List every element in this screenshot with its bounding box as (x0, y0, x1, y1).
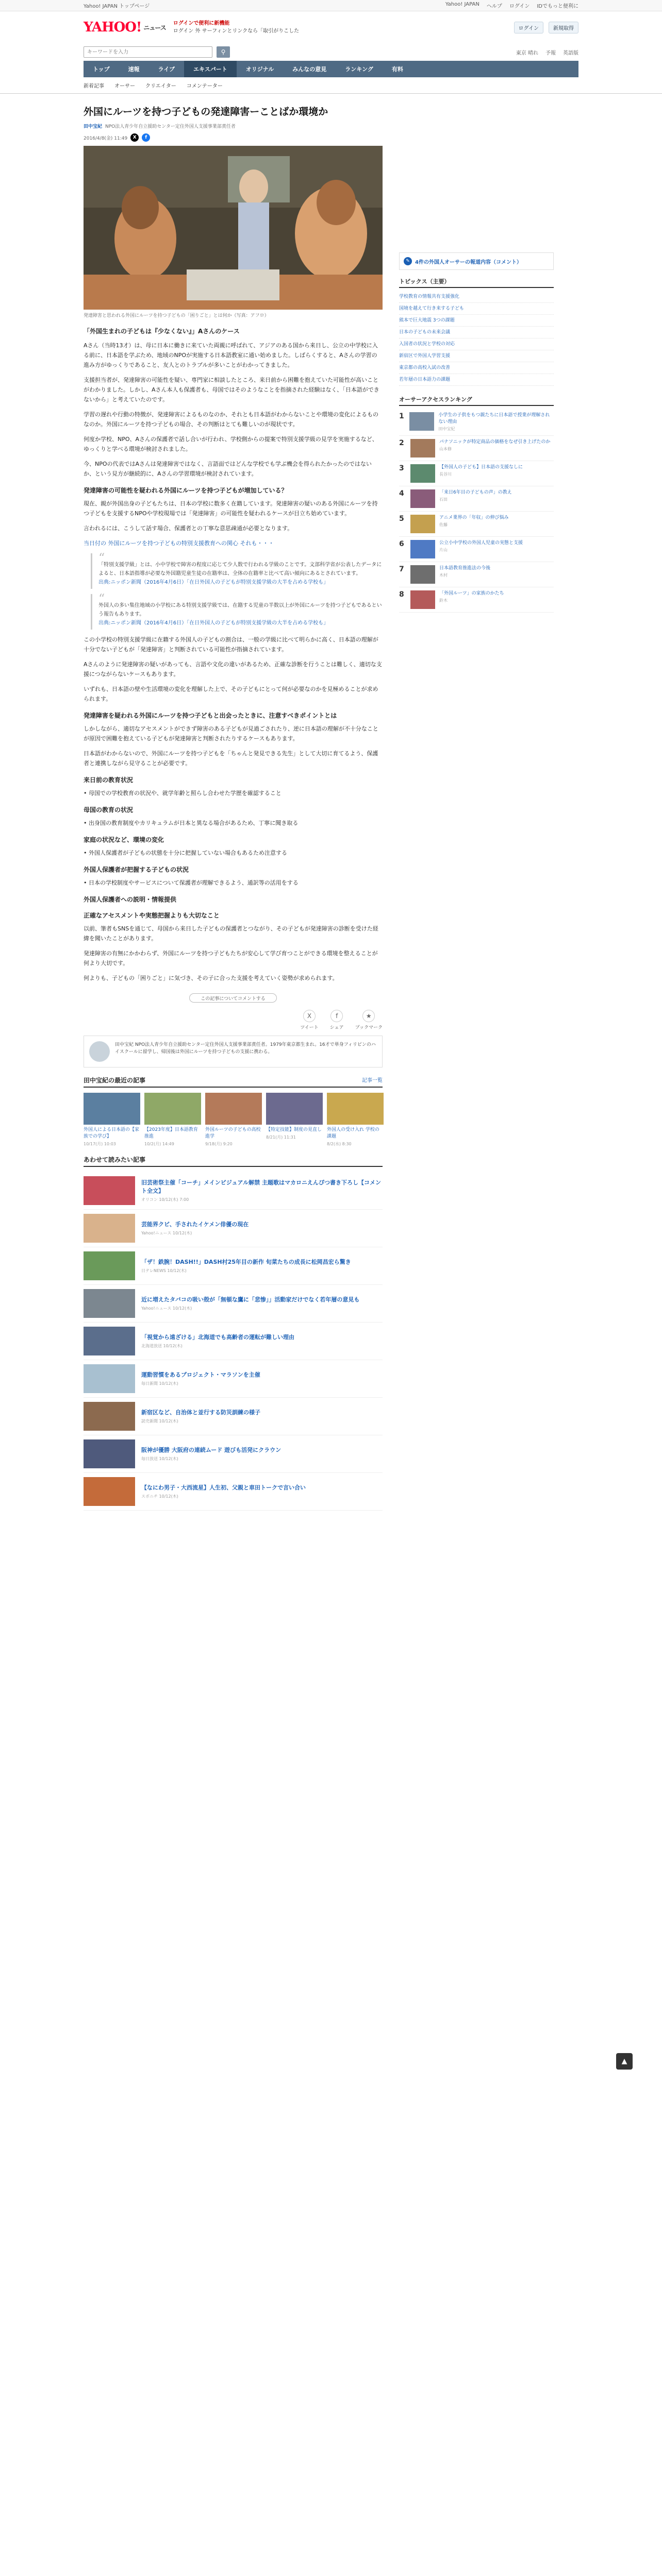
search-row (0, 43, 662, 61)
card-thumb (144, 1093, 201, 1125)
x-share-icon[interactable]: X (130, 133, 139, 142)
site-header (0, 11, 662, 43)
bullet-item: • 出身国の教育制度やカリキュラムが日本と異なる場合があるため、丁寧に聞き取る (84, 820, 299, 826)
article-paragraph: 発達障害の有無にかかわらず、外国にルーツを持つ子どもたちが安心して学び育つことができる環境を整えることが何より大切です。 (84, 950, 378, 967)
card-thumb (266, 1093, 323, 1125)
related-item[interactable]: 芸能界クビ、手されたイケメン俳優の現在 Yahoo!ニュース 10/12(木) (84, 1210, 383, 1247)
bookmark-button[interactable]: ★ ブックマーク (355, 1010, 383, 1030)
subnav-item[interactable]: クリエイター (145, 83, 176, 89)
article-paragraph: 言われるには、こうして話す場合、保護者との丁寧な意思疎通が必要となります。 (84, 525, 293, 532)
article-paragraph: 以前、筆者もSNSを通じて、母国から来日した子どもの保護者とつながり、その子どもが発達障害の診断を受けた経緯を聞いたことがあります。 (84, 925, 378, 942)
bookmark-icon: ★ (362, 1010, 375, 1022)
ranking-item[interactable]: 5 アニメ業界の「年収」の伸び悩み 佐藤 (399, 512, 554, 537)
nav-tab[interactable]: みんなの意見 (292, 66, 327, 73)
header-promo[interactable]: ログインで便利に新機能 ログイン 外 サーフィンとリンクなら「取引がりこした (173, 21, 300, 34)
related-item[interactable]: 「視覚から遠ざける」北海道でも高齢者の運転が難しい理由 北海道放送 10/12(木) (84, 1323, 383, 1360)
bullet-item: • 外国人保護者が子どもの状態を十分に把握していない場合もあるため注意する (84, 850, 287, 856)
related-item[interactable]: 【なにわ男子・大西流星】人生初、父親と車田トークで言い合い スポニチ 10/12(木) (84, 1473, 383, 1511)
article-date: 2016/4/8(金) 11:49 (84, 135, 128, 141)
related-item[interactable]: 近に増えたタバコの吸い殻が「無頓な鷹に「悲惨」」活動家だけでなく若年層の意見も Yahoo!ニュース 10/12(木) (84, 1285, 383, 1323)
signup-button[interactable]: 新規取得 (549, 22, 578, 33)
quote-mark-icon: “ (98, 551, 105, 565)
blockquote (91, 553, 383, 589)
section-heading: 正確なアセスメントや実態把握よりも大切なこと (84, 912, 220, 919)
subnav-item[interactable]: コメンテーター (186, 83, 223, 89)
related-item[interactable]: 新宿区など、自治体と並行する防災訓練の様子 読売新聞 10/12(木) (84, 1398, 383, 1435)
related-thumb (84, 1439, 135, 1468)
related-thumb (84, 1176, 135, 1205)
article-paragraph: 何よりも、子どもの「困りごと」に気づき、その子に合った支援を考えていく姿勢が求められます。 (84, 975, 338, 981)
article-paragraph: 学習の遅れや行動の特徴が、発達障害によるものなのか、それとも日本語がわからないことや環境の変化によるものなのか。外国にルーツを持つ子どもの場合、その判断はとても難しいのが現状です。 (84, 411, 378, 428)
forecast-link[interactable]: 予報 (545, 50, 556, 56)
article-paragraph: 現在、親が外国出身の子どもたちは、日本の学校に数多く在籍しています。発達障害の疑いのある外国にルーツを持つ子どもを支援するNPOや学校現場では「発達障害」の可能性を疑われるケースが目立ち始めています。 (84, 500, 378, 517)
quote-source-link[interactable]: 出典:ニッポン新聞（2016年4月6日）「在日外国人の子どもが特別支援学級の大半を占める学校も」 (98, 620, 329, 626)
topic-item[interactable]: 東京都の高校入試の改善 (399, 362, 554, 374)
recent-card[interactable]: 【特定技能】制度の見直し 8/21(月) 11:31 (266, 1093, 323, 1147)
recent-card[interactable]: 外国人の受け入れ 学校の課題 8/2(水) 8:30 (327, 1093, 384, 1147)
card-thumb (327, 1093, 384, 1125)
article-paragraph: Aさんのように発達障害の疑いがあっても、言語や文化の違いがあるため、正確な診断を行うことは難しく、適切な支援につながらないケースもあります。 (84, 661, 382, 677)
quote-text: 外国人の多い集住地域の小学校にある特別支援学級では、在籍する児童の半数以上が外国にルーツを持つ子どもであるという報告もあります。 (98, 603, 382, 617)
topic-item[interactable]: 日本の子どもの未来会議 (399, 327, 554, 338)
related-thumb (84, 1364, 135, 1393)
topbar-link[interactable]: ログイン (509, 4, 530, 9)
topic-item[interactable]: 新宿区で外国人学習支援 (399, 350, 554, 362)
x-icon: X (303, 1010, 316, 1022)
article-lead: 「外国生まれの子どもは『少なくない』」Aさんのケース (84, 328, 240, 335)
yahoo-news-logo[interactable]: YAHOO! ニュース (84, 20, 166, 35)
ranking-list (399, 409, 554, 613)
top-utility-bar (0, 0, 662, 11)
sub-heading: 外国人保護者が把握する子どもの状況 (84, 866, 189, 873)
related-thumb (84, 1402, 135, 1431)
article-paragraph: この小学校の特別支援学級に在籍する外国人の子どもの割合は、一般の学級に比べて明らかに高く、日本語の理解が十分でない子どもが「発達障害」と判断されている可能性が指摘されています。 (84, 636, 378, 653)
share-bar (84, 1010, 383, 1030)
recent-card[interactable]: 【2023年度】日本語教育推進 10/2(月) 14:49 (144, 1093, 201, 1147)
topic-item[interactable]: 学校教育の情報共有支援強化 (399, 291, 554, 303)
search-input[interactable] (84, 46, 212, 58)
quote-text: 「特別支援学級」とは、小中学校で障害の程度に応じて少人数で行われる学級のことです。文部科学省が公表したデータによると、日本語指導が必要な外国籍児童生徒の在籍率は、全体の在籍率と比べて高い傾向にあるとされています。 (98, 562, 382, 577)
search-icon: ⚲ (221, 48, 226, 56)
ranking-item[interactable]: 8 「外国ルーツ」の家族のかたち 鈴木 (399, 587, 554, 613)
nav-tab[interactable]: オリジナル (245, 66, 274, 73)
recent-card[interactable]: 外国ルーツの子どもの高校進学 9/18(月) 9:20 (205, 1093, 262, 1147)
sub-nav (0, 77, 662, 94)
topic-item[interactable]: 国境を越えて行き来する子ども (399, 303, 554, 315)
topic-item[interactable]: 熊本で巨大地震 3つの課題 (399, 315, 554, 327)
article-paragraph: 何度か学校、NPO、Aさんの保護者で話し合いが行われ、学校側からの提案で特別支援学級の見学を実施するなど、ゆっくりと学べる環境が検討されました。 (84, 436, 378, 452)
topbar-link[interactable]: Yahoo! JAPAN (445, 2, 479, 7)
topbar-link[interactable]: ヘルプ (486, 4, 502, 9)
article-paragraph: 今、NPOの代表ではAさんは発達障害ではなく、言語面ではどんな学校でも学ぶ機会を得られたかったのではないか、という見方が継続的に、Aさんの学習環境が検討されています。 (84, 461, 372, 477)
related-thumb (84, 1251, 135, 1280)
page-top-button[interactable]: ▲ (616, 2053, 633, 2070)
topic-item[interactable]: 若年層の日本語力の課題 (399, 374, 554, 386)
card-thumb (205, 1093, 262, 1125)
related-thumb (84, 1477, 135, 1506)
nav-tab[interactable]: 有料 (391, 66, 403, 73)
topics-header: トピックス（主要） (399, 277, 554, 288)
search-button[interactable] (217, 46, 230, 58)
classroom-photo (84, 146, 383, 310)
nav-tab[interactable]: ライブ (158, 66, 175, 73)
related-item[interactable]: 運動習慣をあるプロジェクト・マラソンを主催 毎日新聞 10/12(木) (84, 1360, 383, 1398)
article-paragraph: いずれも、日本語の壁や生活環境の変化を理解した上で、その子どもにとって何が必要なのかを見極めることが求められます。 (84, 686, 378, 702)
english-link[interactable]: 英語版 (563, 50, 578, 56)
facebook-icon: f (330, 1010, 343, 1022)
topic-item[interactable]: 入国者の状況と学校の対応 (399, 338, 554, 350)
article-title: 外国にルーツを持つ子どもの発達障害ーことばか環境か (84, 106, 328, 117)
author-avatar[interactable] (89, 1041, 110, 1062)
article-main (84, 103, 383, 1511)
subnav-item[interactable]: オーサー (114, 83, 135, 89)
tweet-button[interactable]: X ツイート (300, 1010, 319, 1030)
article-paragraph: 日本語がわからないので、外国にルーツを持つ子どもを「ちゃんと発見できる先生」として大切に育てるよう、保護者と連携しながら見守ることが必要です。 (84, 750, 378, 767)
related-thumb (84, 1214, 135, 1243)
subnav-item[interactable]: 新着記事 (84, 83, 104, 89)
comment-button[interactable]: この記事についてコメントする (189, 993, 277, 1003)
inline-link[interactable]: 当日付の 外国にルーツを持つ子どもの特別支援教育への関心 それも・・・ (84, 540, 274, 547)
ranking-item[interactable]: 3 【外国人の子ども】日本語の支援なしに 長谷川 (399, 461, 554, 486)
topbar-link[interactable]: IDでもっと便利に (537, 4, 578, 9)
section-heading: 発達障害の可能性を疑われる外国にルーツを持つ子どもが増加している？ (84, 487, 288, 494)
related-thumb (84, 1289, 135, 1318)
author-name[interactable]: 田中宝紀 (84, 124, 103, 129)
nav-tab-active[interactable]: エキスパート (184, 61, 237, 77)
ranking-item[interactable]: 7 日本語教育推進法の今後 木村 (399, 562, 554, 587)
comment-icon: ✎ (404, 257, 412, 265)
author-role: NPO法人青少年自立援助センター定住外国人支援事業部責任者 (105, 124, 236, 129)
expert-comment-box[interactable]: ✎ 4件の外国人オーサーの報道内容（コメント） (399, 252, 554, 270)
ranking-item[interactable]: 4 「来日6年目の子どもの声」の教え 石田 (399, 486, 554, 512)
related-item[interactable]: 旧芸術祭主催「コーチ」メインビジュアル解禁 主題歌はマカロニえんぴつ書き下ろし【コメント全文】 オリコン 10/12(木) 7:00 (84, 1172, 383, 1210)
topbar-home-link[interactable]: Yahoo! JAPAN トップページ (84, 4, 150, 9)
related-header: あわせて読みたい記事 (84, 1155, 383, 1167)
recent-more-link[interactable]: 記事一覧 (362, 1078, 383, 1083)
bullet-item: • 日本の学校制度やサービスについて保護者が理解できるよう、通訳等の活用をする (84, 879, 299, 886)
blockquote (91, 591, 383, 630)
ranking-item[interactable]: 6 公立小中学校の外国人児童の実態と支援 片山 (399, 537, 554, 562)
author-bio: 田中宝紀 NPO法人青少年自立援助センター定住外国人支援事業部責任者。1979年東京都生まれ。16才で単身フィリピンのハイスクールに留学し、帰国後は外国にルーツを持つ子どもの支援に携わる。 (115, 1042, 376, 1055)
topics-list (399, 291, 554, 386)
sub-heading: 来日前の教育状況 (84, 776, 134, 784)
quote-mark-icon: “ (98, 591, 105, 606)
nav-tab[interactable]: ランキング (345, 66, 373, 73)
bullet-item: • 母国での学校教育の状況や、就学年齢と照らし合わせた学歴を確認すること (84, 790, 282, 796)
article-main-image (84, 146, 383, 310)
sub-heading: 家庭の状況など、環境の変化 (84, 836, 164, 843)
related-item[interactable]: 阪神が優勝 大阪府の連続ムード 遊びも活発にクラウン 毎日放送 10/12(木) (84, 1435, 383, 1473)
article-byline (84, 123, 383, 129)
sub-heading: 外国人保護者への説明・情報提供 (84, 896, 177, 903)
article-paragraph: 支援担当者が、発達障害の可能性を疑い、専門家に相談したところ、来日前から困難を抱えていた可能性が高いことがわかりました。しかし、Aさん本人も保護者も、母国ではそのようなことを指摘された経験はなく、「日本語ができないから」と考えていたのです。 (84, 377, 379, 403)
recent-articles (84, 1093, 383, 1147)
facebook-share-icon[interactable]: f (142, 133, 150, 142)
nav-tab[interactable]: トップ (93, 66, 110, 73)
share-button[interactable]: f シェア (330, 1010, 344, 1030)
sidebar (399, 103, 554, 1511)
article-paragraph: Aさん（当時13才）は、母に日本に働きに来ていた両親に呼ばれて、アジアのある国から来日し、公立の中学校に入る前に、日本語を学ぶため、地域のNPOが実施する日本語教室に通い始めました。しばらくすると、Aさんの学習の進み方がゆっくりであること、友人とのトラブルが多いことがわかってきました。 (84, 342, 378, 368)
section-heading: 発達障害を疑われる外国にルーツを持つ子どもと出会ったときに、注意すべきポイントとは (84, 712, 337, 719)
related-list (84, 1172, 383, 1511)
main-nav (84, 61, 578, 77)
recent-card[interactable]: 外国人による日本語の【家族での学び】 10/17(月) 10:03 (84, 1093, 140, 1147)
recent-articles-header: 田中宝紀の最近の記事 記事一覧 (84, 1076, 383, 1088)
image-caption: 発達障害と思われる外国にルーツを持つ子どもの「困りごと」とは何か（写真：アフロ） (84, 313, 269, 318)
quote-source-link[interactable]: 出典:ニッポン新聞（2016年4月6日）「在日外国人の子どもが特別支援学級の大半を占める学校も」 (98, 580, 329, 585)
card-thumb (84, 1093, 140, 1125)
related-thumb (84, 1327, 135, 1355)
ranking-header: オーサーアクセスランキング (399, 395, 554, 406)
related-item[interactable]: 「ザ！鉄腕！DASH!!」DASH村25年目の新作 旬菜たちの成長に松岡昌宏ら驚き 日テレNEWS 10/12(木) (84, 1247, 383, 1285)
login-button[interactable]: ログイン (514, 22, 544, 33)
article-paragraph: しかしながら、適切なアセスメントができず障害のある子どもが見過ごされたり、逆に日本語の理解が不十分なことが原因で困難を抱えている子どもが発達障害と判断されたりするケースもあります。 (84, 725, 378, 742)
ranking-item[interactable]: 1 小学生の子供をもつ親たちに日本語で授業が理解されない理由 田中宝紀 (399, 409, 554, 436)
nav-tab[interactable]: 速報 (128, 66, 140, 73)
author-box (84, 1036, 383, 1067)
sub-heading: 母国の教育の状況 (84, 806, 134, 814)
weather-link[interactable]: 東京 晴れ (516, 50, 538, 56)
ranking-item[interactable]: 2 パナソニックが特定商品の価格をなぜ引き上げたのか 山本修 (399, 436, 554, 461)
